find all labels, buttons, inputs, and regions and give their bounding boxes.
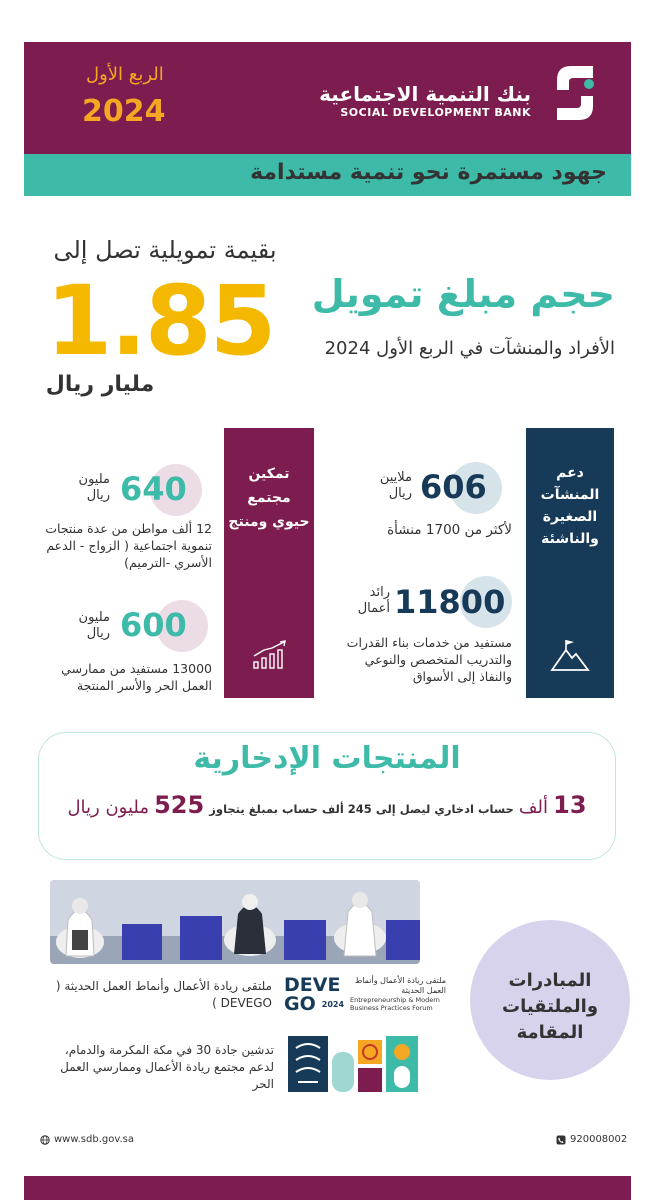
- initiatives-title: المبادرات والملتقيات المقامة: [501, 970, 599, 1043]
- stat-606-desc: لأكثر من 1700 منشأة: [387, 522, 512, 538]
- growth-chart-icon: [252, 640, 288, 670]
- savings-line: [55, 791, 599, 819]
- stat-640-unit-line1: مليون: [78, 472, 110, 487]
- savings-amount: 525: [154, 791, 205, 819]
- savings-box: [38, 732, 616, 860]
- savings-count-unit: ألف: [518, 797, 549, 818]
- bank-name-ar: بنك التنمية الاجتماعية: [319, 82, 531, 106]
- stat-640-value: 640: [120, 470, 187, 508]
- jada30-text: تدشين جادة 30 في مكة المكرمة والدمام، لدعم مجتمع ريادة الأعمال وممارسي العمل الحر: [60, 1043, 274, 1091]
- stat-11800-unit: [330, 585, 390, 617]
- bank-name-en: SOCIAL DEVELOPMENT BANK: [340, 106, 531, 119]
- forum-stage-illustration: [50, 880, 420, 964]
- stat-606-value: 606: [420, 468, 487, 506]
- stat-11800-value: 11800: [394, 583, 506, 621]
- stat-600-desc: 13000 مستفيد من ممارسي العمل الحر والأسر المنتجة: [61, 661, 212, 693]
- stat-600-unit-line1: مليون: [78, 610, 110, 625]
- hero-prefix: بقيمة تمويلية تصل إلى: [53, 236, 277, 264]
- community-bar: [224, 428, 314, 698]
- stat-11800-unit-line2: أعمال: [357, 601, 390, 616]
- small-business-bar: [526, 428, 614, 698]
- savings-title: المنتجات الإدخارية: [193, 741, 461, 776]
- globe-icon: [40, 1135, 50, 1145]
- small-business-title: دعم المنشآت الصغيرة والناشئة: [540, 465, 600, 547]
- phone-text[interactable]: 920008002: [570, 1134, 628, 1145]
- website-line: [40, 1134, 134, 1145]
- hero-unit: مليار ريال: [45, 372, 155, 397]
- stat-600-unit-line2: ريال: [86, 626, 110, 641]
- devego-forum-text: ملتقى ريادة الأعمال وأنماط العمل الحديثة ( DEVEGO ): [55, 979, 272, 1010]
- stat-600-unit: [50, 610, 110, 642]
- savings-middle-text: حساب ادخاري ليصل إلى 245 ألف حساب بمبلغ يتجاوز: [209, 802, 514, 816]
- devego-logo-line2: GO: [284, 993, 316, 1015]
- hero-title: حجم مبلغ تمويل: [311, 272, 615, 316]
- quarter-label: الربع الأول: [86, 64, 164, 85]
- quarter-year: 2024: [82, 94, 166, 129]
- tagline: جهود مستمرة نحو تنمية مستدامة: [250, 160, 607, 185]
- devego-logo-ar: ملتقى ريادة الأعمال وأنماط العمل الحديثة: [354, 976, 446, 995]
- devego-logo-year: 2024: [321, 1000, 345, 1009]
- stat-640-unit-line2: ريال: [86, 488, 110, 503]
- phone-line: [556, 1134, 627, 1145]
- forum-event-photo: [50, 880, 420, 964]
- stat-11800-desc: مستفيد من خدمات بناء القدرات والتدريب المتخصص والنوعي والنفاذ إلى الأسواق: [346, 635, 512, 684]
- header-banner: [24, 42, 631, 154]
- website-text[interactable]: www.sdb.gov.sa: [54, 1134, 135, 1145]
- savings-amount-unit: مليون ريال: [67, 797, 149, 818]
- stat-640-desc: 12 ألف مواطن من عدة منتجات تنموية اجتماعية ( الزواج - الدعم الأسري -الترميم): [45, 521, 212, 570]
- jada30-logo-icon: [288, 1036, 418, 1092]
- savings-count: 13: [553, 791, 587, 819]
- mountain-flag-icon: [550, 638, 590, 672]
- stat-606-unit: [352, 470, 412, 502]
- devego-logo-en: Entrepreneurship & Modern Business Practices Forum: [350, 996, 440, 1012]
- footer-bar: [24, 1176, 631, 1200]
- devego-logo-line1: DEVE: [284, 974, 341, 996]
- stat-600-value: 600: [120, 606, 187, 644]
- hero-subtitle: الأفراد والمنشآت في الربع الأول 2024: [324, 338, 615, 359]
- stat-640-unit: [50, 472, 110, 504]
- hero-number: 1.85: [45, 265, 275, 377]
- tagline-bar: [24, 154, 631, 196]
- community-title: تمكين مجتمع حيوي ومنتج: [228, 466, 310, 530]
- bank-logo-icon: [549, 60, 601, 126]
- phone-icon: [556, 1135, 566, 1145]
- stat-606-unit-line2: ريال: [388, 486, 412, 501]
- devego-logo: [284, 976, 350, 1014]
- stat-11800-unit-line1: رائد: [369, 585, 390, 600]
- stat-606-unit-line1: ملايين: [379, 470, 412, 485]
